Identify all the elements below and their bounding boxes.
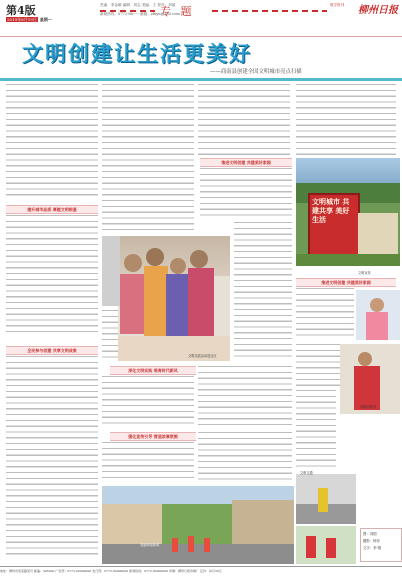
credit-label-2: 摄影： <box>363 539 374 543</box>
body-column-11 <box>296 288 354 340</box>
caption-traffic: 文明交通 <box>300 471 313 475</box>
body-column-13 <box>296 390 336 470</box>
traffic-photo <box>296 474 356 524</box>
cleaning-photo <box>296 526 356 564</box>
caption-street: 美丽商南新城 <box>140 543 160 547</box>
sign-photo <box>296 158 400 266</box>
editor-credits: 责编：李金娥 编辑：刘志 美编：王 校对：刘斌 <box>100 3 176 7</box>
body-column-4 <box>296 84 396 156</box>
credit-label-3: 文字： <box>363 546 374 550</box>
subhead-6: 推进文明创建 共建美好家园 <box>296 278 396 287</box>
body-column-wrap <box>102 310 118 360</box>
subhead-1: 提升城市品质 厚植文明根基 <box>6 205 98 214</box>
body-column-2 <box>102 84 194 234</box>
side-photo <box>102 236 120 306</box>
street-photo <box>102 486 294 564</box>
weekday: 星期一 <box>39 17 52 22</box>
credit-row-2 <box>363 538 399 545</box>
body-column-1b <box>6 215 98 337</box>
body-column-9 <box>102 442 194 482</box>
article-title: 文明创建让生活更美好 <box>22 42 252 66</box>
page-footer: 地址：柳州市某某路某号 邮编：545000 广告部：0772-00000000 发行部：0772-00000000 新闻热线：0772-00000000 印刷：柳州日报印刷厂 定价：每月30元 <box>0 566 402 576</box>
credit-row-3 <box>363 545 399 552</box>
news-hotline: 新闻热线：0772-86----- 邮箱：zhiyu@163.com <box>100 12 180 16</box>
subhead-3: 推进文明创建 共建美好家园 <box>200 158 292 167</box>
header-dash-right <box>212 10 327 12</box>
girl-photo <box>356 290 400 340</box>
credit-value-1: 刘国 <box>369 532 377 536</box>
date-badge: 2019年8月19日 <box>7 17 37 22</box>
caption-sign: 文明宣传 <box>358 271 371 275</box>
body-column-8 <box>198 366 292 428</box>
subhead-2: 全民参与创建 共享文明成果 <box>6 346 98 355</box>
subhead-5: 强化宣传引导 营造浓厚氛围 <box>110 432 196 441</box>
page-number: 第4版 <box>6 4 36 17</box>
photo-credit-box <box>360 528 402 562</box>
credit-value-3: 李 刚 <box>373 546 382 550</box>
body-column-6 <box>234 222 292 360</box>
date-line <box>6 17 52 23</box>
article-subtitle: ——商南县创建全国文明城市亮点扫描 <box>210 69 302 75</box>
caption-volunteers: 文明实践活动进社区 <box>188 354 217 358</box>
section-label: 专 题 <box>160 5 195 18</box>
caption-red-volunteer: 巾帼志愿者 <box>360 405 376 409</box>
credit-value-2: 杨东 <box>373 539 380 543</box>
masthead-logo: 柳州日报 <box>358 5 398 16</box>
body-column-5 <box>200 168 292 218</box>
body-column-3 <box>198 84 290 159</box>
header-dash-left <box>100 10 155 12</box>
volunteer-group-photo <box>118 236 230 361</box>
body-column-1c <box>6 356 98 556</box>
body-column-1 <box>6 84 98 199</box>
body-column-7 <box>102 376 194 428</box>
title-rule <box>0 78 402 81</box>
credit-label-1: 图： <box>363 532 370 536</box>
subhead-4: 深化文明实践 培育时代新风 <box>110 366 196 375</box>
sign-text: 文明城市 共建共享 美好生活 <box>312 198 350 224</box>
credit-row-1 <box>363 531 399 538</box>
body-column-10 <box>198 432 292 482</box>
top-right-label: 数字报刊 <box>330 3 345 7</box>
